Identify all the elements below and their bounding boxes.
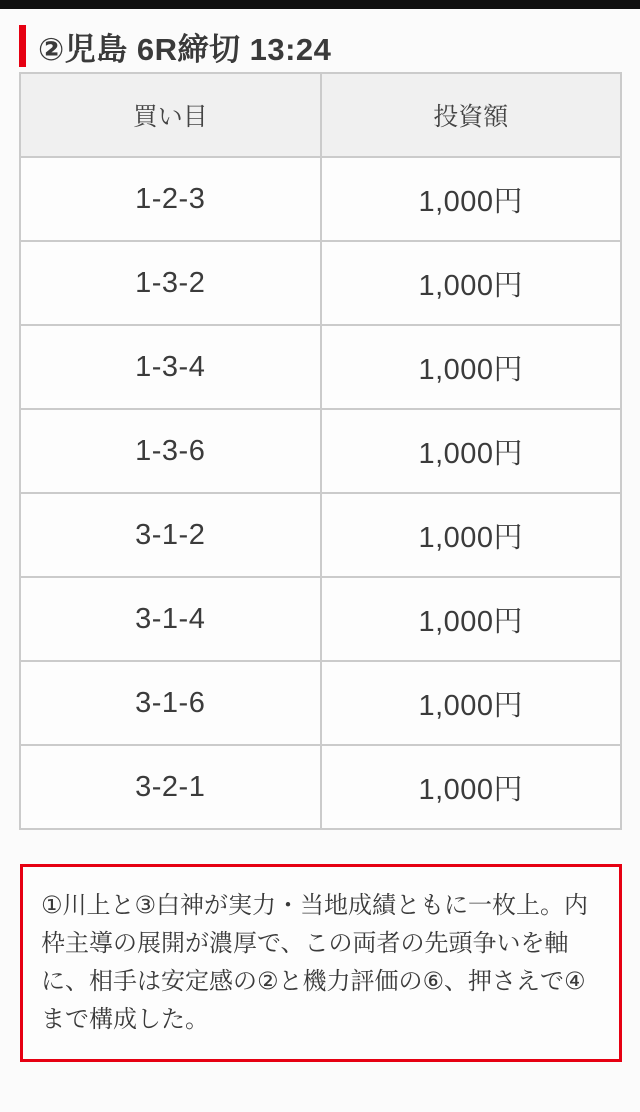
table-row [20,577,621,661]
amount-cell: 1,000円 [321,661,622,745]
note-line: まで構成した。 [41,1006,209,1033]
note-line: に、相手は安定感の②と機力評価の⑥、押さえで④ [41,968,586,995]
table-row [20,241,621,325]
bet-cell: 1-3-6 [20,409,321,493]
red-accent-bar [19,25,26,67]
bet-cell: 3-1-4 [20,577,321,661]
amount-cell: 1,000円 [321,157,622,241]
amount-cell: 1,000円 [321,325,622,409]
bet-cell: 3-2-1 [20,745,321,829]
bet-cell: 1-3-2 [20,241,321,325]
amount-cell: 1,000円 [321,241,622,325]
note-line: 枠主導の展開が濃厚で、この両者の先頭争いを軸 [41,930,569,957]
bet-cell: 1-2-3 [20,157,321,241]
amount-cell: 1,000円 [321,577,622,661]
column-header-amount: 投資額 [321,73,622,157]
table-row [20,409,621,493]
section-header [19,25,640,67]
table-row [20,157,621,241]
top-black-bar [0,0,640,9]
amount-cell: 1,000円 [321,493,622,577]
prediction-note-box [20,864,622,1062]
table-row [20,661,621,745]
table-row [20,493,621,577]
table-header-row [20,73,621,157]
table-row [20,325,621,409]
note-line: ①川上と③白神が実力・当地成績ともに一枚上。内 [41,892,589,919]
bet-cell: 3-1-2 [20,493,321,577]
column-header-bet: 買い目 [20,73,321,157]
table-row [20,745,621,829]
bets-table [19,72,622,830]
page-title: ②児島 6R締切 13:24 [38,31,332,67]
bet-cell: 3-1-6 [20,661,321,745]
amount-cell: 1,000円 [321,745,622,829]
bet-cell: 1-3-4 [20,325,321,409]
amount-cell: 1,000円 [321,409,622,493]
